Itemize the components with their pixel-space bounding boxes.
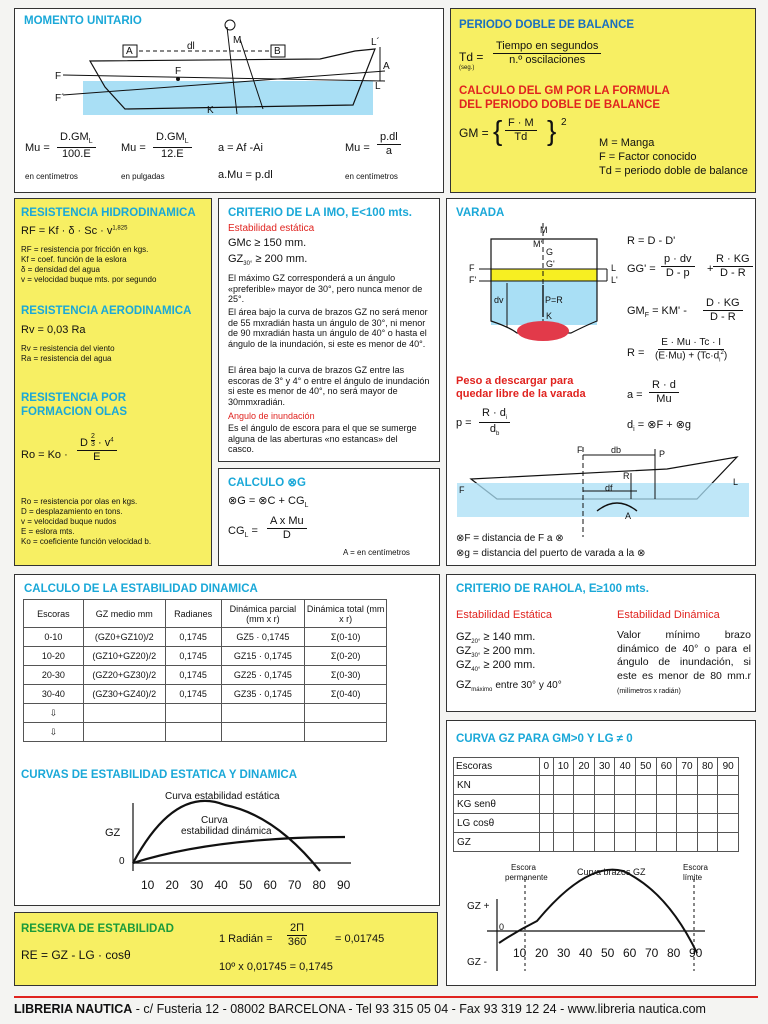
aero-legend-1: Rv = resistencia del viento (21, 344, 115, 353)
calcg-formula-2-lhs: $CG_L$ = (228, 525, 258, 540)
olas-legend-4: E = eslora mts. (21, 527, 75, 536)
panel-title: PERIODO DOBLE DE BALANCE (459, 19, 635, 31)
panel-title: CRITERIO DE RAHOLA, E≥100 mts. (456, 583, 649, 595)
varada-r4-frac: $\frac{E \cdot Mu \cdot Tc \cdot I}{(E\cdot Mu) + (Tc\cdot d_i^2)}$ (655, 337, 728, 364)
varada-label-Mp: M' (533, 239, 543, 249)
table-cell: (GZ20+GZ30)/2 (83, 666, 165, 685)
panel-title: RESERVA DE ESTABILIDAD (21, 923, 174, 935)
x-tick-label: 50 (239, 878, 253, 892)
diag-label-A2: A (383, 61, 390, 72)
legend-manga: M = Manga (599, 137, 655, 149)
table-cell: Σ(0-10) (305, 628, 387, 647)
mu-formula-1-num: $D.GM_L$ (57, 131, 96, 148)
mu-formula-4-lhs: Mu = (345, 142, 370, 154)
lim-label-2: límite (683, 873, 703, 882)
calcg-formula-2 (267, 515, 307, 542)
legend-factor: F = Factor conocido (599, 151, 697, 163)
varada-r4-lhs: R = (627, 347, 645, 359)
header-cell: 30 (594, 758, 615, 776)
table-cell: 0-10 (24, 628, 84, 647)
x-tick-label: 10 (513, 946, 527, 960)
panel-criterio-rahola (446, 574, 756, 712)
panel-estabilidad-dinamica (14, 574, 440, 906)
gm-num: F · M (505, 117, 537, 131)
x-tick-label: 50 (601, 946, 615, 960)
td-formula (493, 40, 601, 67)
olas-legend-3: v = velocidad buque nudos (21, 517, 117, 526)
header-cell: GZ medio mm (83, 600, 165, 628)
hidro-legend-1: RF = resistencia por fricción en kgs. (21, 245, 149, 254)
header-cell: 20 (574, 758, 595, 776)
curvas-y-label: GZ (105, 827, 121, 839)
calcg-den: D (282, 529, 291, 542)
radian-example: 10º x 0,01745 = 0,1745 (219, 961, 333, 973)
x-tick-label: 10 (141, 878, 155, 892)
rahola-din-text: Valor mínimo brazo dinámico de 40° o para el ángulo de inundación, si este es menor de 80 mm.r (milímetros x radián) (617, 629, 751, 695)
gm-lhs: GM = (459, 126, 489, 140)
imo-gz: $GZ_{30^\circ} \ge 200$ mm. (228, 253, 308, 268)
peso-title-1: Peso a descargar para (456, 375, 574, 387)
varada-legend-2: ⊗g = distancia del puerto de varada a la ⊗ (456, 548, 646, 559)
x-tick-label: 90 (337, 878, 351, 892)
x-tick-label: 60 (263, 878, 277, 892)
calcg-num: A x Mu (267, 515, 307, 529)
header-cell: Dinámica parcial (mm x r) (221, 600, 305, 628)
imo-para-4: Es el ángulo de escora para el que se sumerge alguna de las aberturas «no estancas» del casco. (228, 423, 417, 455)
header-cell: Escoras (454, 758, 540, 776)
header-cell: 50 (635, 758, 656, 776)
table-cell: GZ5 · 0,1745 (221, 628, 305, 647)
gm-den: Td (514, 131, 528, 144)
panel-title: CALCULO DE LA ESTABILIDAD DINAMICA (24, 583, 258, 595)
panel-title: VARADA (456, 207, 505, 219)
curva-dinamica-label-1: Curva (201, 815, 228, 826)
rahola-dinamica: Estabilidad Dinámica (617, 609, 720, 621)
varada2-label-db: db (611, 445, 622, 455)
table-cell: 0,1745 (165, 666, 221, 685)
rahola-gz40: $GZ_{40^\circ} \ge 200$ mm. (456, 659, 536, 674)
curva-estatica-label: Curva estabilidad estática (165, 791, 280, 802)
panel-resistencias (14, 198, 212, 566)
curva-dinamica-label-2: estabilidad dinámica (181, 826, 272, 837)
table-cell: KN (454, 776, 540, 795)
table-cell: GZ35 · 0,1745 (221, 685, 305, 704)
panel-title: MOMENTO UNITARIO (24, 15, 142, 27)
table-cell: 10-20 (24, 647, 84, 666)
panel-periodo-balance (450, 8, 756, 193)
mu-formula-3: a = Af -Ai (218, 142, 263, 154)
mu-formula-1-den: 100.E (61, 147, 91, 160)
gz-zero: 0 (499, 922, 505, 932)
varada2-label-P: P (659, 449, 666, 459)
table-cell: GZ15 · 0,1745 (221, 647, 305, 666)
diag-label-Fp: F´ (55, 93, 65, 104)
radian-result: = 0,01745 (335, 933, 385, 945)
panel-calculo-g (218, 468, 440, 566)
diag-label-Fc: F (175, 66, 182, 77)
varada-label-F: F (469, 263, 475, 273)
olas-title-1: RESISTENCIA POR (21, 392, 127, 404)
header-cell: Escoras (24, 600, 84, 628)
header-cell: Dinámica total (mm x r) (305, 600, 387, 628)
imo-para-1: El máximo GZ corresponderá a un ángulo «preferible» mayor de 30°, pero nunca menor de 25°. (228, 273, 423, 305)
x-tick-label: 20 (165, 878, 179, 892)
table-cell: 0,1745 (165, 685, 221, 704)
peso-lhs: p = (456, 417, 472, 429)
mu-formula-2-note: en pulgadas (121, 172, 165, 181)
x-tick-label: 20 (535, 946, 549, 960)
olas-num: D $\frac{2}{3}$ · $v^4$ (77, 425, 117, 451)
table-cell: (GZ30+GZ40)/2 (83, 685, 165, 704)
mu-formula-4-den: a (385, 145, 392, 158)
curvas-chart (15, 575, 440, 906)
varada-label-P: P=R (545, 295, 563, 305)
footer-brand: LIBRERIA NAUTICA (14, 1002, 133, 1016)
gz-plus-label: GZ + (467, 901, 490, 912)
hidro-legend-4: v = velocidad buque mts. por segundo (21, 275, 157, 284)
x-tick-label: 70 (645, 946, 659, 960)
varada-label-Gp: G' (546, 259, 555, 269)
diag-label-F: F (55, 71, 62, 82)
imo-para-3: El área bajo la curva de brazos GZ entre las escoras de 3° y 4° o entre el ángulo de inundación si este es menor de 40°, no será mayor de 30mmxradián. (228, 365, 430, 407)
varada-legend-1: ⊗F = distancia de F a ⊗ (456, 533, 564, 544)
table-cell: Σ(0-20) (305, 647, 387, 666)
olas-legend-1: Ro = resistencia por olas en kgs. (21, 497, 138, 506)
footer-address: - c/ Fusteria 12 - 08002 BARCELONA - Tel 93 315 05 04 - Fax 93 319 12 24 - www.libreria nautica.com (132, 1002, 706, 1016)
lim-label-1: Escora (683, 863, 708, 872)
hidro-legend-2: Kf = coef. función de la eslora (21, 255, 127, 264)
varada2-label-F2: F (459, 485, 465, 495)
hidro-legend-3: δ = densidad del agua (21, 265, 100, 274)
x-tick-label: 30 (557, 946, 571, 960)
varada-label-M: M (540, 225, 548, 235)
imo-subtitle-inundacion: Angulo de inundación (228, 411, 315, 421)
footer (14, 996, 758, 1016)
header-cell: 90 (718, 758, 739, 776)
header-cell: 0 (540, 758, 554, 776)
varada-label-Lp: L' (611, 275, 618, 285)
varada-di: $d_i$ = ⊗F + ⊗g (627, 419, 692, 434)
imo-subtitle-estatica: Estabilidad estática (228, 223, 315, 234)
td-den: n.º oscilaciones (509, 54, 586, 67)
td-lhs: Td = (459, 50, 484, 64)
mu-formula-1-note: en centímetros (25, 172, 78, 181)
ship-diagram (15, 9, 444, 129)
gm-brace-close: } (547, 115, 557, 146)
header-cell: 40 (615, 758, 636, 776)
header-cell: 80 (697, 758, 718, 776)
x-tick-label: 60 (623, 946, 637, 960)
varada-r3-frac: $\frac{D \cdot KG}{D - R}$ (703, 297, 743, 324)
mu-formula-2-num: $D.GM_L$ (153, 131, 192, 148)
varada-r2-lhs: GG' = (627, 263, 656, 275)
varada-label-Fp: F' (469, 275, 477, 285)
x-tick-label: 40 (579, 946, 593, 960)
panel-varada (446, 198, 756, 566)
panel-reserva (14, 912, 438, 986)
varada2-label-L: L (733, 477, 739, 487)
table-cell: ⇩ (24, 723, 84, 742)
varada-label-L: L (611, 263, 617, 273)
varada-a-frac: $\frac{R \cdot d}{Mu}$ (649, 379, 679, 406)
olas-title-2: FORMACION OLAS (21, 406, 128, 418)
mu-formula-2-lhs: Mu = (121, 142, 146, 154)
td-unit: (seg.) (459, 65, 475, 71)
mu-formula-4-note: en centímetros (345, 172, 398, 181)
curvagz-chart-label: Curva brazos GZ (577, 867, 646, 877)
varada-r2-frac2: $\frac{R \cdot KG}{D - R}$ (713, 253, 753, 280)
olas-legend-2: D = desplazamiento en tons. (21, 507, 123, 516)
gm-title-1: CALCULO DEL GM POR LA FORMULA (459, 85, 670, 97)
table-cell: GZ25 · 0,1745 (221, 666, 305, 685)
olas-formula (77, 425, 117, 464)
mu-formula-4-num: p.dl (377, 131, 401, 145)
header-cell: 60 (656, 758, 677, 776)
aero-legend-2: Ra = resistencia del agua (21, 354, 112, 363)
rahola-estatica: Estabilidad Estática (456, 609, 552, 621)
gz-minus-label: GZ - (467, 957, 487, 968)
peso-frac: $\frac{R \cdot d_i}{d_b}$ (479, 407, 510, 439)
table-cell: Σ(0-30) (305, 666, 387, 685)
diag-label-dl: dl (187, 41, 195, 52)
table-cell: (GZ0+GZ10)/2 (83, 628, 165, 647)
diag-label-M: M (233, 35, 242, 46)
panel-title: CALCULO ⊗G (228, 477, 306, 489)
varada2-label-A: A (625, 511, 632, 521)
x-tick-label: 90 (689, 946, 703, 960)
panel-title: CRITERIO DE LA IMO, E<100 mts. (228, 207, 412, 219)
table-cell: ⇩ (24, 704, 84, 723)
legend-td: Td = periodo doble de balance (599, 165, 748, 177)
header-cell: 10 (553, 758, 574, 776)
table-cell: 20-30 (24, 666, 84, 685)
header-cell: Radianes (165, 600, 221, 628)
curvas-zero: 0 (119, 856, 125, 867)
perm-label-1: Escora (511, 863, 536, 872)
panel-curva-gz (446, 720, 756, 986)
rahola-gz30: $GZ_{30^\circ} \ge 200$ mm. (456, 645, 536, 660)
table-cell: 30-40 (24, 685, 84, 704)
radian-lhs: 1 Radián = (219, 933, 273, 945)
x-tick-label: 80 (667, 946, 681, 960)
olas-lhs: Ro = Ko · (21, 449, 68, 461)
calcg-note: A = en centímetros (343, 548, 410, 557)
olas-den: E (93, 451, 101, 464)
table-cell: (GZ10+GZ20)/2 (83, 647, 165, 666)
varada-r3-lhs: $GM_F = KM'$ - (627, 305, 687, 320)
rahola-gz20: $GZ_{20^\circ} \ge 140$ mm. (456, 631, 536, 646)
curvas-title: CURVAS DE ESTABILIDAD ESTATICA Y DINAMICA (21, 769, 298, 781)
imo-gm: GMc ≥ 150 mm. (228, 237, 307, 249)
x-tick-label: 40 (214, 878, 228, 892)
varada2-label-df: df (605, 483, 613, 493)
perm-label-2: permanente (505, 873, 548, 882)
olas-legend-5: Ko = coeficiente función velocidad b. (21, 537, 152, 546)
varada-r2-frac1: $\frac{p \cdot dv}{D - p}$ (661, 253, 695, 280)
imo-para-2: El área bajo la curva de brazos GZ no será menor de 55 mxradián hasta un ángulo de 30°, ni menor de 90 mxradián hasta un ángulo de 40° o hasta el ángulo de la inundación, si este es menor de 40°. (228, 307, 428, 349)
peso-title-2: quedar libre de la varada (456, 388, 586, 400)
varada-label-dv: dv (494, 295, 504, 305)
reserva-formula: RE = GZ - LG · cosθ (21, 948, 131, 962)
panel-momento-unitario (14, 8, 444, 193)
mu-formula-1-lhs: Mu = (25, 142, 50, 154)
hidro-formula: RF = $Kf \cdot \delta \cdot Sc \cdot v^{1,825}$ (21, 225, 128, 237)
diag-label-K: K (207, 105, 214, 116)
table-cell: 0,1745 (165, 628, 221, 647)
rahola-gzmax: $GZ_{máximo}$ entre 30° y 40° (456, 679, 562, 694)
varada2-label-F: F (577, 445, 583, 455)
varada-a-lhs: a = (627, 389, 643, 401)
mu-formula-2 (153, 131, 192, 161)
calcg-formula-1: ⊗G = ⊗C + $CG_L$ (228, 495, 309, 510)
varada-r1: R = D - D' (627, 235, 676, 247)
varada-label-K: K (546, 311, 553, 321)
gm-exponent: 2 (561, 117, 567, 128)
mu-formula-4 (377, 131, 401, 158)
x-tick-label: 70 (288, 878, 302, 892)
aero-title: RESISTENCIA AERODINAMICA (21, 305, 192, 317)
gm-title-2: DEL PERIODO DOBLE DE BALANCE (459, 99, 661, 111)
gm-brace-open: { (493, 115, 503, 146)
x-tick-label: 80 (312, 878, 326, 892)
table-cell: KG senθ (454, 795, 540, 814)
aero-formula: Rv = 0,03 Ra (21, 324, 86, 336)
varada-label-G: G (546, 247, 554, 257)
x-tick-label: 30 (190, 878, 204, 892)
varada-r2-plus: + (707, 263, 714, 275)
header-cell: 70 (677, 758, 698, 776)
td-num: Tiempo en segundos (493, 40, 601, 54)
radian-frac: $\frac{2\Pi}{360}$ (287, 922, 307, 949)
panel-criterio-imo (218, 198, 440, 462)
hidro-title: RESISTENCIA HIDRODINAMICA (21, 207, 196, 219)
curva-dinamica-line (133, 837, 345, 863)
mu-formula-3b: a.Mu = p.dl (218, 169, 273, 181)
table-cell: 0,1745 (165, 647, 221, 666)
table-cell: GZ (454, 833, 540, 852)
varada2-label-R: R (623, 471, 630, 481)
table-cell: Σ(0-40) (305, 685, 387, 704)
mu-formula-2-den: 12.E (161, 147, 184, 160)
mu-formula-1 (57, 131, 96, 161)
diag-label-L: L (375, 81, 381, 92)
diag-label-B: B (274, 46, 281, 57)
olas-exp-fraction: $\frac{2}{3}$ (91, 433, 95, 448)
table-cell: LG cosθ (454, 814, 540, 833)
diag-label-Lp: L´ (371, 37, 380, 48)
panel-title: CURVA GZ PARA GM>0 Y LG ≠ 0 (456, 733, 633, 745)
gm-formula (505, 117, 537, 144)
diag-label-A: A (126, 46, 133, 57)
